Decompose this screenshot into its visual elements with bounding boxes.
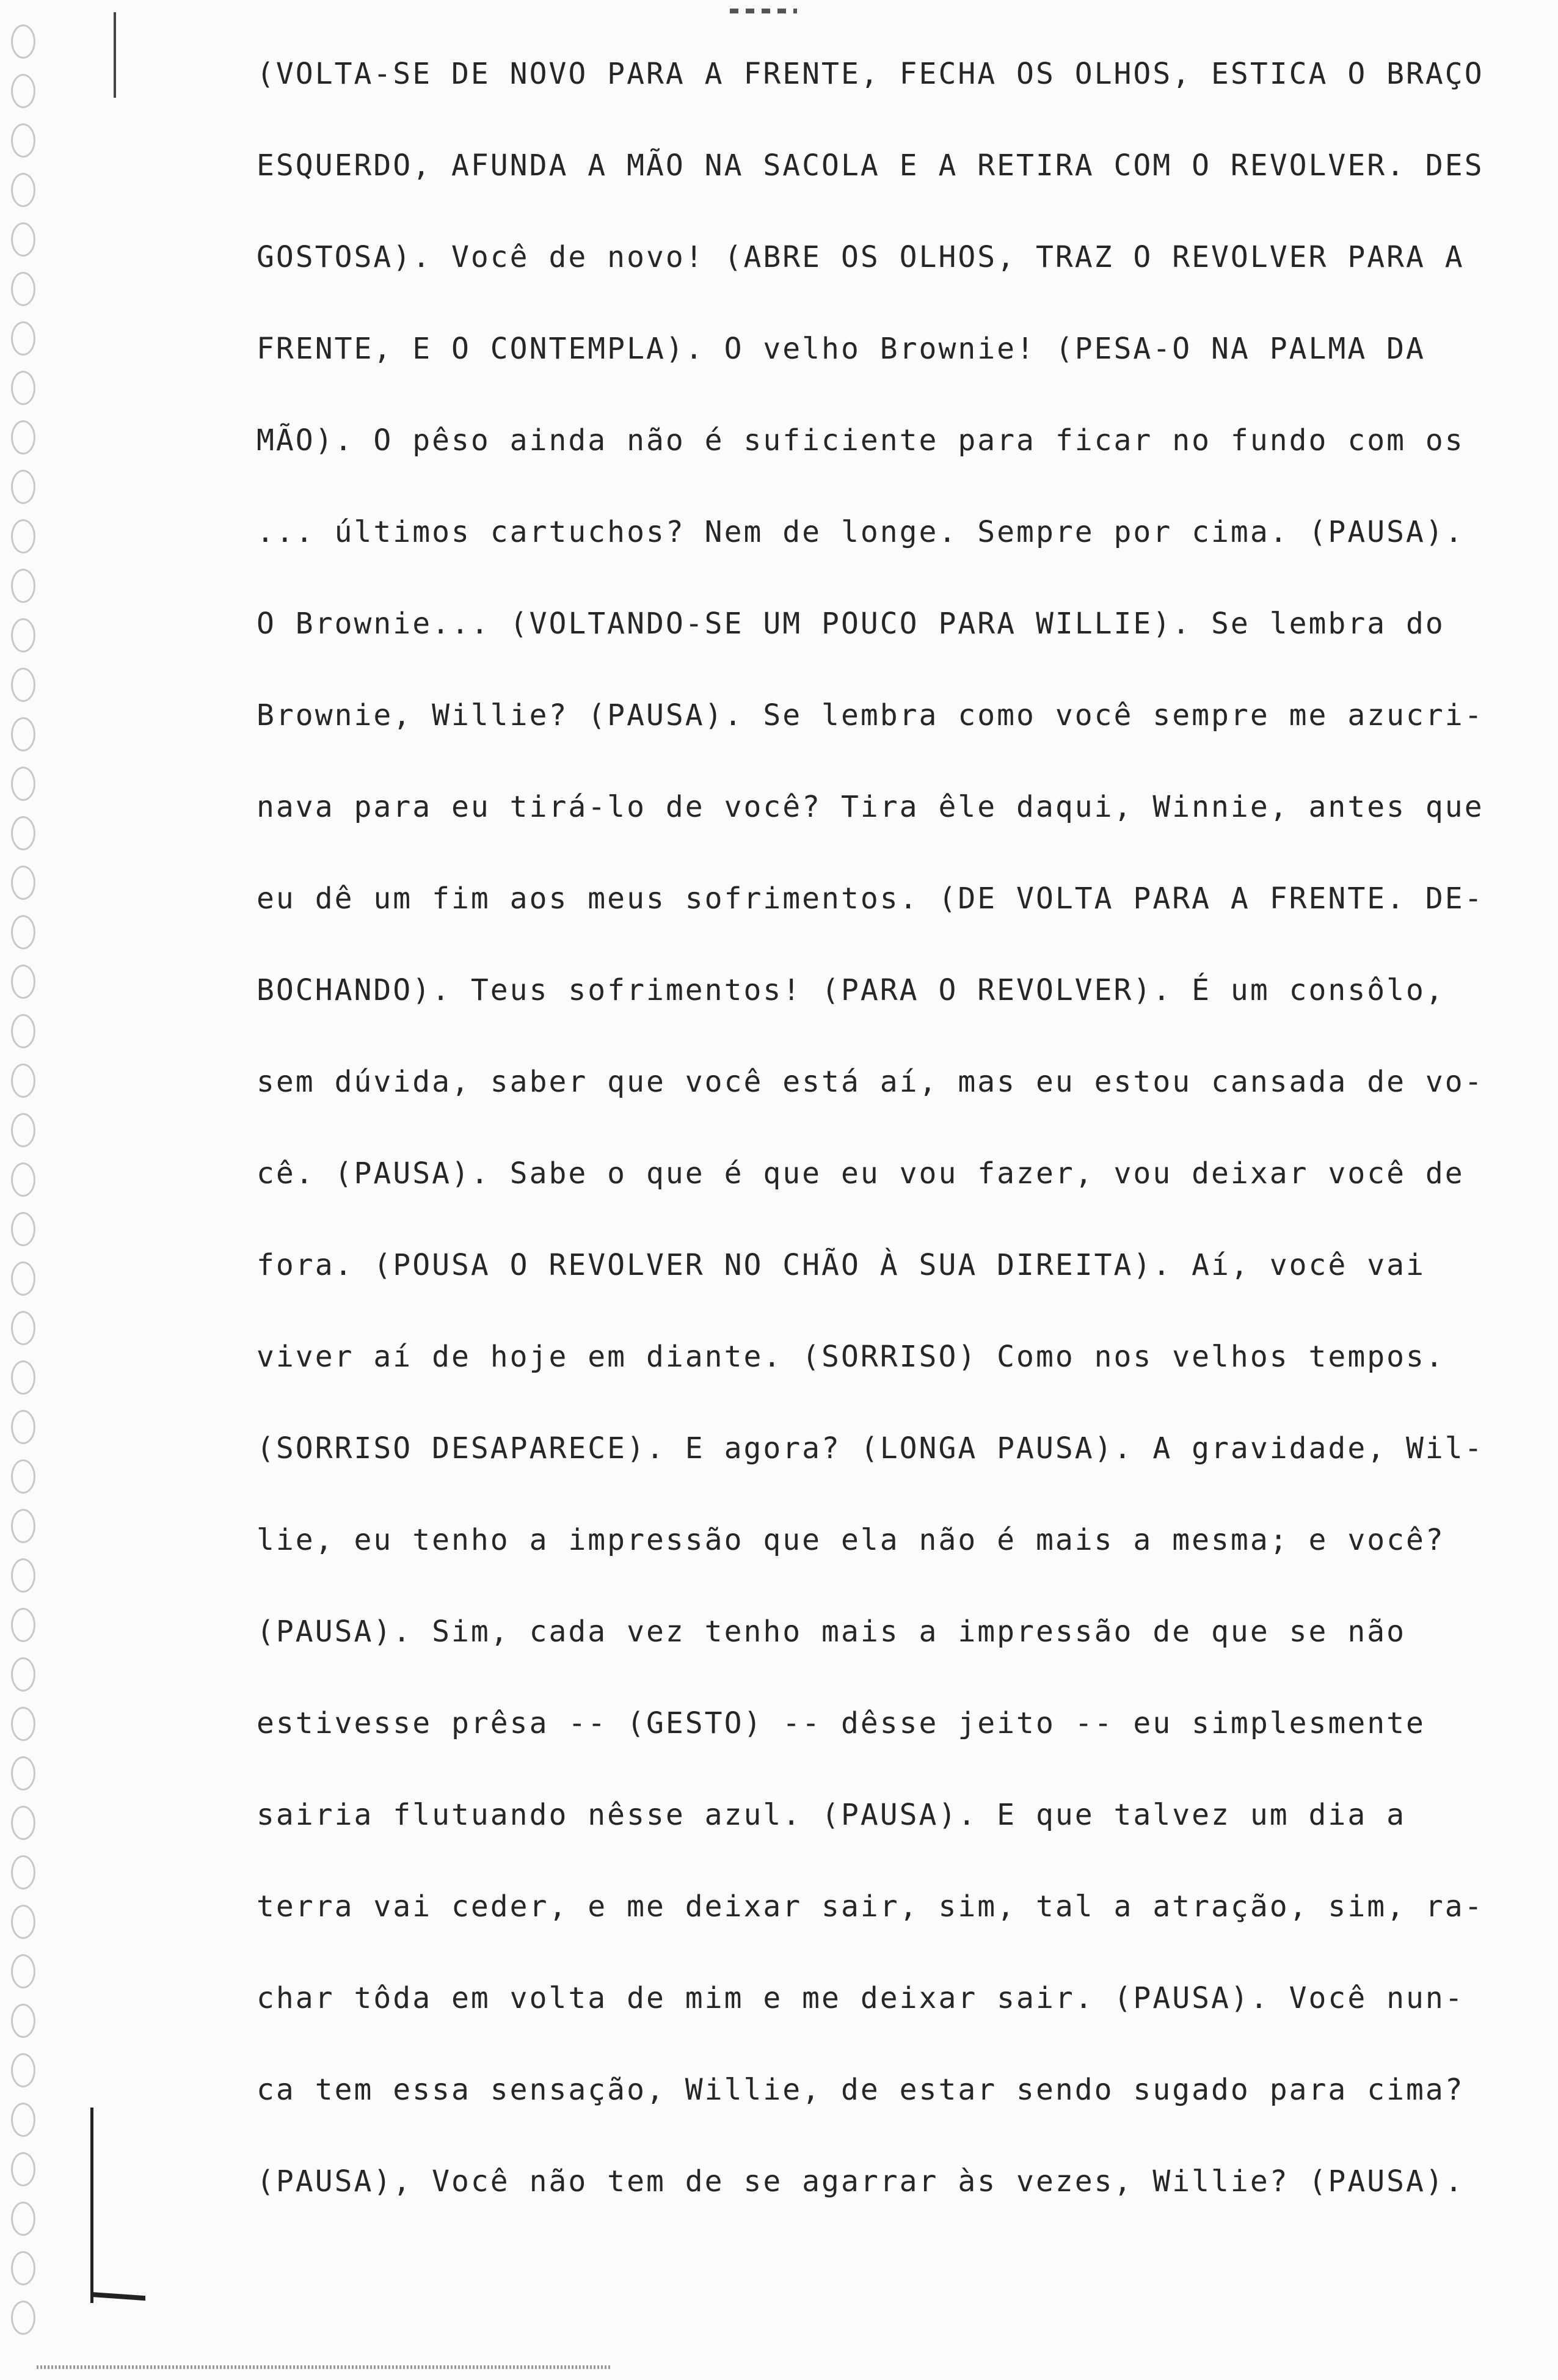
punch-hole bbox=[11, 519, 35, 553]
punch-hole bbox=[11, 2251, 35, 2285]
text-line: FRENTE, E O CONTEMPLA). O velho Brownie! (PESA-O NA PALMA DA bbox=[257, 332, 1425, 366]
punch-hole bbox=[11, 1113, 35, 1147]
punch-hole bbox=[11, 767, 35, 801]
text-line: O Brownie... (VOLTANDO-SE UM POUCO PARA WILLIE). Se lembra do bbox=[257, 607, 1445, 641]
binding-mark-foot bbox=[90, 2292, 145, 2301]
punch-hole bbox=[11, 1509, 35, 1543]
punch-hole bbox=[11, 866, 35, 900]
text-line: (VOLTA-SE DE NOVO PARA A FRENTE, FECHA OS OLHOS, ESTICA O BRAÇO bbox=[257, 57, 1484, 91]
text-line: eu dê um fim aos meus sofrimentos. (DE VOLTA PARA A FRENTE. DE- bbox=[257, 882, 1484, 916]
text-line: ca tem essa sensação, Willie, de estar sendo sugado para cima? bbox=[257, 2073, 1465, 2107]
punch-hole bbox=[11, 420, 35, 454]
text-line: viver aí de hoje em diante. (SORRISO) Como nos velhos tempos. bbox=[257, 1340, 1445, 1374]
punch-hole bbox=[11, 1064, 35, 1098]
text-line: terra vai ceder, e me deixar sair, sim, tal a atração, sim, ra- bbox=[257, 1889, 1484, 1924]
typewritten-text bbox=[257, 49, 1484, 2248]
punch-hole bbox=[11, 1707, 35, 1741]
punch-hole bbox=[11, 1756, 35, 1790]
punch-hole bbox=[11, 123, 35, 158]
punch-hole bbox=[11, 2103, 35, 2137]
punch-hole bbox=[11, 1014, 35, 1048]
binding-mark-top bbox=[114, 12, 116, 98]
text-line: (PAUSA), Você não tem de se agarrar às vezes, Willie? (PAUSA). bbox=[257, 2164, 1465, 2199]
punch-hole bbox=[11, 2301, 35, 2335]
punch-hole bbox=[11, 24, 35, 59]
punch-hole bbox=[11, 1410, 35, 1444]
punch-hole bbox=[11, 371, 35, 405]
punch-hole bbox=[11, 2202, 35, 2236]
punch-hole bbox=[11, 965, 35, 999]
text-line: (SORRISO DESAPARECE). E agora? (LONGA PAUSA). A gravidade, Wil- bbox=[257, 1431, 1484, 1466]
punch-hole bbox=[11, 816, 35, 850]
punch-hole bbox=[11, 1954, 35, 1988]
text-line: Brownie, Willie? (PAUSA). Se lembra como você sempre me azucri- bbox=[257, 698, 1484, 732]
punch-hole bbox=[11, 1163, 35, 1197]
punch-hole bbox=[11, 1657, 35, 1692]
bottom-dotted-rule bbox=[37, 2365, 611, 2369]
punch-hole bbox=[11, 2152, 35, 2186]
punched-holes bbox=[5, 24, 48, 2358]
page-top-mark bbox=[730, 9, 797, 13]
punch-hole bbox=[11, 321, 35, 356]
text-line: BOCHANDO). Teus sofrimentos! (PARA O REVOLVER). É um consôlo, bbox=[257, 973, 1445, 1007]
punch-hole bbox=[11, 1608, 35, 1642]
punch-hole bbox=[11, 173, 35, 207]
text-line: ... últimos cartuchos? Nem de longe. Sempre por cima. (PAUSA). bbox=[257, 515, 1465, 549]
text-line: fora. (POUSA O REVOLVER NO CHÃO À SUA DIREITA). Aí, você vai bbox=[257, 1248, 1425, 1282]
text-line: sem dúvida, saber que você está aí, mas eu estou cansada de vo- bbox=[257, 1065, 1484, 1099]
text-line: sairia flutuando nêsse azul. (PAUSA). E que talvez um dia a bbox=[257, 1798, 1407, 1832]
punch-hole bbox=[11, 1806, 35, 1840]
binding-mark-bottom bbox=[90, 2108, 93, 2303]
punch-hole bbox=[11, 2053, 35, 2087]
punch-hole bbox=[11, 1360, 35, 1395]
text-line: ESQUERDO, AFUNDA A MÃO NA SACOLA E A RETIRA COM O REVOLVER. DES bbox=[257, 148, 1484, 183]
punch-hole bbox=[11, 1905, 35, 1939]
punch-hole bbox=[11, 222, 35, 257]
punch-hole bbox=[11, 1459, 35, 1494]
punch-hole bbox=[11, 569, 35, 603]
text-line: GOSTOSA). Você de novo! (ABRE OS OLHOS, TRAZ O REVOLVER PARA A bbox=[257, 240, 1465, 274]
punch-hole bbox=[11, 915, 35, 949]
text-line: lie, eu tenho a impressão que ela não é mais a mesma; e você? bbox=[257, 1523, 1445, 1557]
text-line: nava para eu tirá-lo de você? Tira êle daqui, Winnie, antes que bbox=[257, 790, 1484, 824]
punch-hole bbox=[11, 668, 35, 702]
punch-hole bbox=[11, 1311, 35, 1345]
punch-hole bbox=[11, 618, 35, 652]
punch-hole bbox=[11, 1855, 35, 1889]
punch-hole bbox=[11, 717, 35, 751]
punch-hole bbox=[11, 272, 35, 306]
punch-hole bbox=[11, 1261, 35, 1296]
punch-hole bbox=[11, 1212, 35, 1246]
punch-hole bbox=[11, 470, 35, 504]
text-line: MÃO). O pêso ainda não é suficiente para ficar no fundo com os bbox=[257, 423, 1465, 458]
text-line: estivesse prêsa -- (GESTO) -- dêsse jeito -- eu simplesmente bbox=[257, 1706, 1425, 1740]
text-line: char tôda em volta de mim e me deixar sair. (PAUSA). Você nun- bbox=[257, 1981, 1465, 2015]
punch-hole bbox=[11, 1558, 35, 1593]
punch-hole bbox=[11, 2004, 35, 2038]
text-line: cê. (PAUSA). Sabe o que é que eu vou fazer, vou deixar você de bbox=[257, 1156, 1465, 1191]
text-line: (PAUSA). Sim, cada vez tenho mais a impressão de que se não bbox=[257, 1615, 1407, 1649]
punch-hole bbox=[11, 74, 35, 108]
